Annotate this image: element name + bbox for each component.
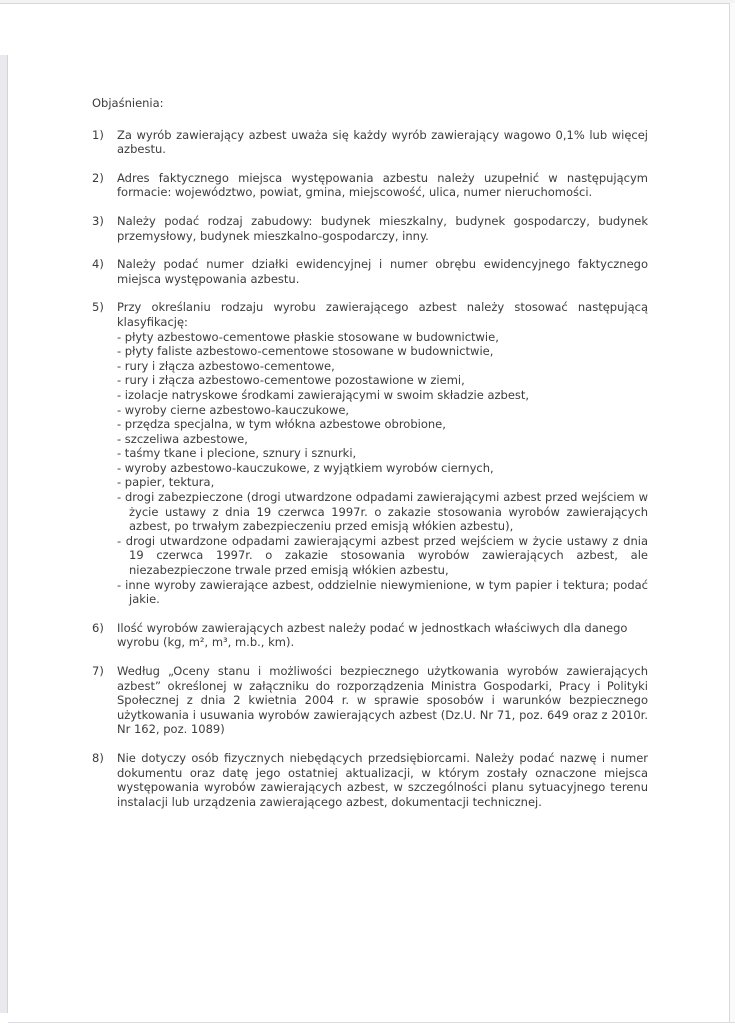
note-3 <box>92 214 648 243</box>
note-1-number: 1) <box>92 127 104 142</box>
page-edge-left <box>0 55 8 1013</box>
classification-item: - wyroby cierne azbestowo-kauczukowe, <box>117 402 350 417</box>
note-6 <box>92 621 648 650</box>
note-5-number: 5) <box>92 300 104 315</box>
note-4 <box>92 257 648 286</box>
note-1-text: Za wyrób zawierający azbest uważa się każdy wyrób zawierający wagowo 0,1% lub więcej azbestu. <box>117 127 648 157</box>
note-6-number: 6) <box>92 620 104 635</box>
classification-item: - taśmy tkane i plecione, sznury i sznurki, <box>117 446 357 461</box>
page-title: Objaśnienia: <box>92 96 164 110</box>
page-edge-right <box>729 3 735 1022</box>
note-2-text: Adres faktycznego miejsca występowania azbestu należy uzupełnić w następującym formacie: województwo, powiat, gmina, miejscowość, ulica, numer nieruchomości. <box>117 170 648 200</box>
note-3-number: 3) <box>92 213 104 228</box>
note-5 <box>92 300 648 606</box>
classification-item: - inne wyroby zawierające azbest, oddzielnie niewymienione, w tym papier i tektura; podać jakie. <box>117 577 648 607</box>
document-page <box>92 96 648 809</box>
classification-item: - rury i złącza azbestowo-cementowe pozostawione w ziemi, <box>117 373 465 388</box>
page-edge-top <box>0 0 735 4</box>
classification-item: - izolacje natryskowe środkami zawierającymi w swoim składzie azbest, <box>117 387 530 402</box>
classification-item: - płyty faliste azbestowo-cementowe stosowane w budownictwie, <box>117 344 494 359</box>
note-1 <box>92 128 648 157</box>
note-4-number: 4) <box>92 257 104 272</box>
note-6-text: Ilość wyrobów zawierających azbest należy podać w jednostkach właściwych dla danego wyrobu (kg, m², m³, m.b., km). <box>117 620 628 650</box>
note-7-text: Według „Oceny stanu i możliwości bezpiecznego użytkowania wyrobów zawierających azbest” określonej w załączniku do rozporządzenia Ministra Gospodarki, Pracy i Polityki Społecznej z dnia 2 kwietnia 2004 r. w sprawie sposobów i warunków bezpiecznego użytkowania i usuwania wyrobów zawierających azbest (Dz.U. Nr 71, poz. 649 oraz z 2010r. Nr 162, poz. 1089) <box>117 664 648 737</box>
classification-item: - papier, tektura, <box>117 475 215 490</box>
note-5-text: Przy określaniu rodzaju wyrobu zawierającego azbest należy stosować następującą klasyfikację: <box>117 300 648 329</box>
note-8 <box>92 751 648 809</box>
note-3-text: Należy podać rodzaj zabudowy: budynek mieszkalny, budynek gospodarczy, budynek przemysłowy, budynek mieszkalno-gospodarczy, inny. <box>117 213 648 243</box>
classification-item: - przędza specjalna, w tym włókna azbestowe obrobione, <box>117 417 446 432</box>
note-8-text: Nie dotyczy osób fizycznych niebędących przedsiębiorcami. Należy podać nazwę i numer dokumentu oraz datę jego ostatniej aktualizacji, w którym zostały oznaczone miejsca występowania wyrobów zawierających azbest, w szczególności planu sytuacyjnego terenu instalacji lub urządzenia zawierającego azbest, dokumentacji technicznej. <box>117 750 648 809</box>
classification-item: - drogi zabezpieczone (drogi utwardzone odpadami zawierającymi azbest przed wejściem w życie ustawy z dnia 19 czerwca 1997r. o zakazie stosowania wyrobów zawierających azbest, po trwałym zabezpieczeniu przed emisją włókien azbestu), <box>117 490 648 534</box>
note-8-number: 8) <box>92 750 104 765</box>
note-7 <box>92 664 648 737</box>
note-4-text: Należy podać numer działki ewidencyjnej i numer obrębu ewidencyjnego faktycznego miejsca występowania azbestu. <box>117 257 648 286</box>
classification-item: - wyroby azbestowo-kauczukowe, z wyjątkiem wyrobów ciernych, <box>117 460 494 475</box>
classification-item: - płyty azbestowo-cementowe płaskie stosowane w budownictwie, <box>117 329 499 344</box>
classification-item: - rury i złącza azbestowo-cementowe, <box>117 358 335 373</box>
classification-item: - szczeliwa azbestowe, <box>117 431 248 446</box>
classification-item: - drogi utwardzone odpadami zawierającymi azbest przed wejściem w życie ustawy z dnia 19 czerwca 1997r. o zakazie stosowania wyrobów zawierających azbest, ale niezabezpieczone trwale przed emisją włókien azbestu, <box>117 533 648 578</box>
page-edge-bottom <box>8 1022 735 1023</box>
note-2 <box>92 171 648 200</box>
note-2-number: 2) <box>92 170 104 185</box>
note-7-number: 7) <box>92 664 104 678</box>
